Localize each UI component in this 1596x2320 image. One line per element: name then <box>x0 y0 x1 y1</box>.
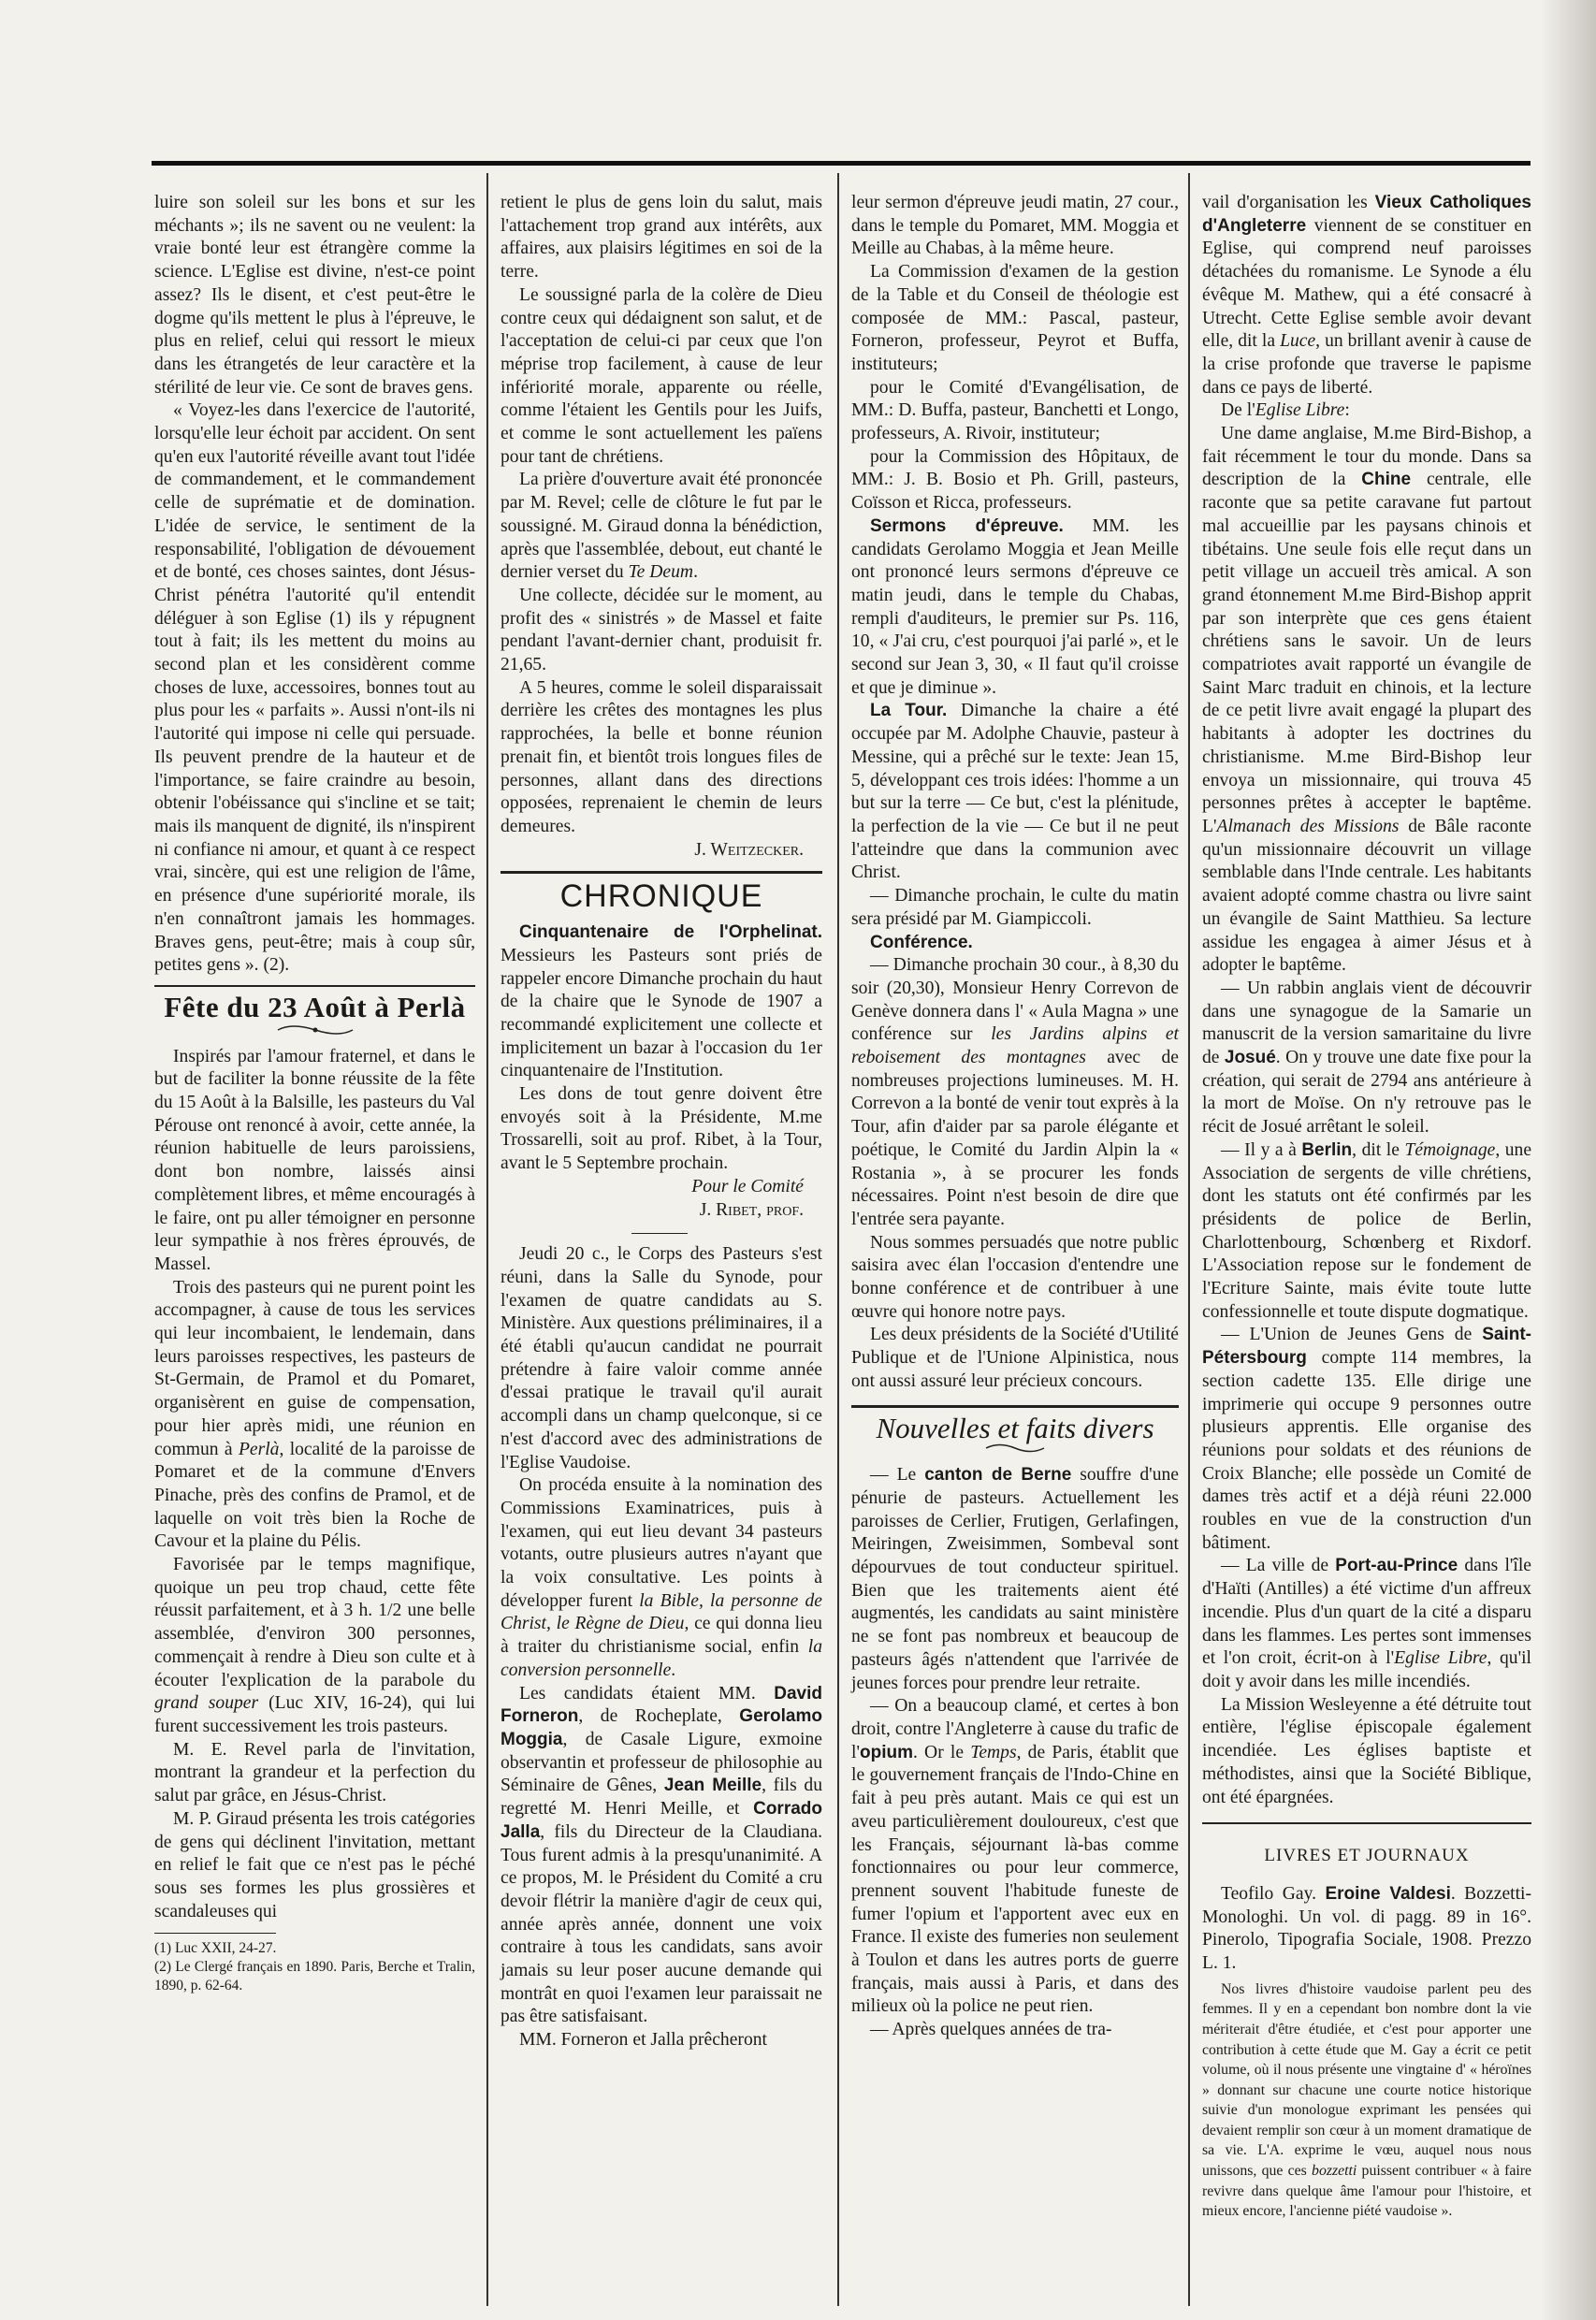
paragraph: Jeudi 20 c., le Corps des Pasteurs s'est réuni, dans la Salle du Synode, pour l'examen de quatre candidats au S. Ministère. Aux questions préliminaires, il a été établi qu'aucun candidat ne pourrait prétendre à faire valoir comme année d'essai pratique le travail qu'il aurait accompli dans un champ quelconque, si ce n'est d'accord avec des administrations de l'Eglise Vaudoise. <box>501 1244 822 1472</box>
paragraph: Une collecte, décidée sur le moment, au profit des « sinistrés » de Massel et faite pendant l'avant-dernier chant, produisit fr. 21,65. <box>501 585 822 675</box>
paragraph: pour le Comité d'Evangélisation, de MM.: D. Buffa, pasteur, Banchetti et Longo, professeurs, A. Rivoir, instituteur; <box>851 377 1179 444</box>
book-review: Nos livres d'histoire vaudoise parlent peu des femmes. Il y en a cependant bon nombre dont la vie mériterait d'être étudiée, et c'est pour apporter une contribution à cette étude que M. Gay a écrit ce petit volume, où il nous présente une vingtaine d' « héroïnes » donnant sur chacune une courte notice historique suivie d'un monologue exprimant les pensées qui devaient remplir son cœur à un moment dramatique de sa vie. L'A. exprime le vœu, auquel nous nous unissons, que ces bozzetti puissent contribuer « à faire revivre dans quelque âme l'amour pour l'histoire, et mieux encore, l'ancienne piété vaudoise ». <box>1202 1980 1531 2220</box>
paragraph: — Dimanche prochain, le culte du matin sera présidé par M. Giampiccoli. <box>851 886 1179 929</box>
divider <box>631 1233 688 1234</box>
signature-line: Pour le Comité <box>691 1176 804 1196</box>
footnote: (2) Le Clergé français en 1890. Paris, Berche et Tralin, 1890, p. 62-64. <box>154 1959 475 1994</box>
footnote-rule <box>154 1933 276 1939</box>
paragraph: Les deux présidents de la Société d'Utilité Publique et de l'Unione Alpinistica, nous ont aussi assuré leur précieux concours. <box>851 1325 1179 1391</box>
paragraph: vail d'organisation les Vieux Catholiques d'Angleterre viennent de se constituer en Eglise, qui comprend neuf paroisses détachées du romanisme. Le Synode a élu évêque M. Mathew, qui a été consacré à Utrecht. Cette Eglise semble avoir devant elle, dit la Luce, un brillant avenir à cause de la crise profonde que traverse le papisme dans ce pays de liberté. <box>1202 193 1531 398</box>
paragraph: Inspirés par l'amour fraternel, et dans le but de faciliter la bonne réussite de la fête du 15 Août à la Balsille, les pasteurs du Val Pérouse ont renoncé à avoir, cette année, la réunion habituelle de leurs paroissiens, dont bon nombre, laissés ainsi complètement libres, et même encouragés à le faire, ont pu aller témoigner en personne leur sympathie à nos frères éprouvés, de Massel. <box>154 1046 475 1274</box>
signature: J. Ribet, prof. <box>699 1199 804 1220</box>
paragraph: Le soussigné parla de la colère de Dieu contre ceux qui dédaignent son salut, et de l'acceptation de celui-ci par ceux que l'on méprise trop facilement, à cause de leur infériorité morale, apparente ou réelle, comme l'étaient les Gentils pour les Juifs, et comme le sont actuellement les païens pour tant de chrétiens. <box>501 284 822 467</box>
paragraph: La Commission d'examen de la gestion de la Table et du Conseil de théologie est composée de MM.: Pascal, pasteur, Forneron, professeur, Peyrot et Buffa, instituteurs; <box>851 262 1179 374</box>
page-edge-shadow <box>1540 0 1596 2320</box>
paragraph: luire son soleil sur les bons et sur les méchants »; ils ne savent ou ne veulent: la vraie bonté leur est étrangère comme la science. L'Eglise est divine, n'est-ce point assez? Ils le disent, et c'est peut-être le dogme qu'ils mettent le plus à l'épreuve, le plus en relief, celui qui ressort le mieux dans les étrangetés de leur caractère et la stérilité de leur vie. Ce sont de braves gens. <box>154 193 475 398</box>
paragraph: Une dame anglaise, M.me Bird-Bishop, a fait récemment le tour du monde. Dans sa description de la Chine centrale, elle raconte que sa petite caravane fut partout mal accueillie par les paysans chinois et tibétains. Une seule fois elle reçut dans un petit village un accueil très amical. A son grand étonnement M.me Bird-Bishop apprit par son interprète que ces gens étaient chrétiens sans le savoir. Un de leurs compatriotes avait rapporté un évangile de Saint Marc traduit en chinois, et la lecture de ce petit livre avait engagé la plupart des habitants à adopter les doctrines du christianisme. M.me Bird-Bishop leur envoya un missionnaire, qui trouva 45 personnes prêtes à accepter le baptême. L'Almanach des Missions de Bâle raconte qu'un missionnaire découvrit un village semblable dans l'Inde centrale. Les habitants avaient adopté comme chastra ou livre saint un évangile de Saint Matthieu. Sa lecture assidue les engagea à aimer Jésus et à adopter le baptême. <box>1202 424 1531 976</box>
paragraph: M. P. Giraud présenta les trois catégories de gens qui déclinent l'invitation, mettant en relief le fait que ce n'est pas le péché sous ses formes les plus grossières et scandaleuses qui <box>154 1808 475 1921</box>
column-2 <box>501 192 822 2052</box>
column-1 <box>154 192 475 1995</box>
paragraph: — L'Union de Jeunes Gens de Saint-Pétersbourg compte 114 membres, la section cadette 135. Elle dirige une imprimerie qui occupe 9 personnes outre plusieurs apprentis. Elle organise des réunions pour soldats et des réunions de Croix Blanche; elle possède un Comité de dames très actif et a déjà réuni 22.000 roubles en vue de la construction d'un bâtiment. <box>1202 1325 1531 1553</box>
paragraph: La prière d'ouverture avait été prononcée par M. Revel; celle de clôture le fut par le soussigné. M. Giraud donna la bénédiction, après que l'assemblée, debout, eut chanté le dernier verset du Te Deum. <box>501 470 822 583</box>
header-rule <box>152 161 1531 166</box>
paragraph: « Voyez-les dans l'exercice de l'autorité, lorsqu'elle leur échoit par accident. On sent qu'en eux l'autorité réveille avant tout l'idée de commandement, et le commandement celle de suprématie et de domination. L'idée de service, le sentiment de la responsabilité, l'obligation de dévouement et de bonté, ces choses saintes, dont Jésus-Christ pénétra l'autorité qu'il entendit déléguer à son Eglise (1) ils y répugnent tout à fait; ils les mettent du moins au second plan et les considèrent comme choses de luxe, accessoires, bonnes tout au plus pour les « parfaits ». Aussi n'ont-ils ni l'autorité qui impose ni celle qui persuade. Ils peuvent prendre de la hauteur et de l'importance, se faire craindre au besoin, obtenir l'obéissance qui s'incline et se tait; mais ils manquent de dignité, ils n'inspirent ni confiance ni amour, et quant à ce respect vrai, sincère, qui est une religion de l'âme, en présence d'une supériorité morale, ils n'en connaîtront jamais les hommages. Braves gens, peut-être; mais à coup sûr, petites gens ». (2). <box>154 400 475 976</box>
paragraph: Trois des pasteurs qui ne purent point les accompagner, à cause de tous les services qui leur incombaient, le lendemain, dans leurs paroisses respectives, les pasteurs de St-Germain, de Pramol et du Pomaret, organisèrent en guise de compensation, pour hier après midi, une réunion en commun à Perlà, localité de la paroisse de Pomaret et de la commune d'Envers Pinache, près des confins de Pramol, et de laquelle on voit très bien la Roche de Cavour et la plaine du Pélis. <box>154 1277 476 1552</box>
book-entry: Teofilo Gay. Eroine Valdesi. Bozzetti-Monologhi. Un vol. di pagg. 89 in 16°. Pinerolo, Tipografia Sociale, 1908. Prezzo L. 1. <box>1202 1883 1531 1974</box>
paragraph: Favorisée par le temps magnifique, quoique un peu trop chaud, cette fête réussit parfaitement, et à 3 h. 1/2 une belle assemblée, d'environ 300 personnes, commençait à rendre à Dieu son culte et à écouter l'explication de la parabole du grand souper (Luc XIV, 16-24), qui lui furent successivement les trois pasteurs. <box>154 1555 475 1736</box>
paragraph: Cinquantenaire de l'Orphelinat. Messieurs les Pasteurs sont priés de rappeler encore Dimanche prochain du haut de la chaire que le Synode de 1907 a recommandé explicitement une collecte et implicitement un bazar à l'occasion du 1er cinquantenaire de l'Institution. <box>501 922 822 1081</box>
paragraph: La Mission Wesleyenne a été détruite tout entière, l'église épiscopale également incendiée. Les églises baptiste et méthodistes, ainsi que la Société Biblique, ont été épargnées. <box>1202 1694 1531 1807</box>
subheading: Conférence. <box>870 932 973 952</box>
paragraph: Sermons d'épreuve. MM. les candidats Gerolamo Moggia et Jean Meille ont prononcé leurs sermons d'épreuve ce matin jeudi, dans le temple du Chabas, rempli d'auditeurs, le premier sur Ps. 116, 10, « J'ai cru, c'est pourquoi j'ai parlé », et le second sur Jean 3, 30, « Il faut qu'il croisse et que je diminue ». <box>851 515 1179 698</box>
footnote: (1) Luc XXII, 24-27. <box>154 1940 277 1957</box>
paragraph: La Tour. Dimanche la chaire a été occupée par M. Adolphe Chauvie, pasteur à Messine, qui a prêché sur le texte: Jean 15, 5, développant ces trois idées: l'homme a un but sur la terre — Ce but, c'est la plénitude, la perfection de la vie — Ce but il ne peut l'atteindre que dans la communion avec Christ. <box>851 701 1179 883</box>
paragraph: — Dimanche prochain 30 cour., à 8,30 du soir (20,30), Monsieur Henry Correvon de Genève donnera dans l' « Aula Magna » une conférence sur les Jardins alpins et reboisement des montagnes avec de nombreuses projections lumineuses. M. H. Correvon a la bonté de venir tout exprès à la Tour, afin d'aider par sa parole élégante et poétique, le Comité du Jardin Alpin la « Rostania », à se procurer les fonds nécessaires. Point n'est besoin de dire que l'entrée sera payante. <box>851 955 1180 1229</box>
section-heading-nouvelles: Nouvelles et faits divers <box>851 1405 1179 1441</box>
paragraph: A 5 heures, comme le soleil disparaissait derrière les crêtes des montagnes les plus rapprochées, la belle et bonne réunion prenait fin, et bientôt trois longues files de personnes, allant dans des directions opposées, reprenaient le chemin de leurs demeures. <box>501 677 822 836</box>
paragraph: pour la Commission des Hôpitaux, de MM.: J. B. Bosio et Ph. Grill, pasteurs, Coïsson et Ricca, professeurs. <box>851 446 1179 514</box>
column-3 <box>851 192 1179 2042</box>
paragraph: retient le plus de gens loin du salut, mais l'attachement trop grand aux intérêts, aux affaires, aux plaisirs légitimes en soi de la terre. <box>501 193 822 283</box>
column-4 <box>1202 192 1531 2222</box>
column-divider <box>837 173 839 2306</box>
paragraph: — Un rabbin anglais vient de découvrir dans une synagogue de la Samarie un manuscrit de la version samaritaine du livre de Josué. On y trouve une date fixe pour la création, qui serait de 2794 ans antérieure à la mort de Moïse. On n'y retrouve pas le récit de Josué arrêtant le soleil. <box>1202 978 1531 1138</box>
paragraph: Les dons de tout genre doivent être envoyés soit à la Présidente, M.me Trossarelli, soit au prof. Ribet, à la Tour, avant le 5 Septembre prochain. <box>501 1084 822 1174</box>
section-heading-chronique: CHRONIQUE <box>501 871 822 908</box>
paragraph: On procéda ensuite à la nomination des Commissions Examinatrices, puis à l'examen, qui eut lieu devant 34 pasteurs votants, outre plusieurs autres n'ayant que la voix consultative. Les points à développer furent la Bible, la personne de Christ, le Règne de Dieu, ce qui donna lieu à traiter du christianisme social, enfin la conversion personnelle. <box>501 1475 822 1680</box>
paragraph: Nous sommes persuadés que notre public saisira avec élan l'occasion d'entendre une bonne conférence et de contribuer à une œuvre qui honore notre pays. <box>851 1232 1179 1322</box>
column-divider <box>486 173 488 2306</box>
paragraph: MM. Forneron et Jalla prêcheront <box>519 2030 767 2051</box>
section-heading-livres: LIVRES ET JOURNAUX <box>1202 1822 1531 1868</box>
paragraph: M. E. Revel parla de l'invitation, montrant la grandeur et la perfection du salut par grâce, en Jésus-Christ. <box>154 1739 475 1806</box>
paragraph: Les candidats étaient MM. David Forneron, de Rocheplate, Gerolamo Moggia, de Casale Ligure, exmoine observantin et professeur de philosophie au Séminaire de Gênes, Jean Meille, fils du regretté M. Henri Meille, et Corrado Jalla, fils du Directeur de la Claudiana. Tous furent admis à la presqu'unanimité. A ce propos, M. le Président du Comité a cru devoir flétrir la manière d'agir de ceux qui, année après année, donnent une voix contraire à tous les candidats, sans avoir jamais su leur poser aucune demande qui montrât en quoi l'examen leur paraissait ne pas être satisfaisant. <box>501 1683 822 2027</box>
column-divider <box>1188 173 1190 2306</box>
paragraph: leur sermon d'épreuve jeudi matin, 27 cour., dans le temple du Pomaret, MM. Moggia et Meille au Chabas, à la même heure. <box>851 193 1179 259</box>
paragraph: — On a beaucoup clamé, et certes à bon droit, contre l'Angleterre à cause du trafic de l'opium. Or le Temps, de Paris, établit que le gouvernement français de l'Indo-Chine en fait à peu près autant. Mais ce qui est un aveu particulièrement douloureux, c'est que les Français, séjournant là-bas comme fonctionnaires ou pour leur commerce, prennent souvent l'habitude funeste de fumer l'opium et l'apportent avec eux en France. Il existe des fumeries non seulement à Toulon et dans les autres ports de guerre français, mais aussi à Paris, et dans des milieux où la police ne peut rien. <box>851 1696 1180 2017</box>
paragraph: — Le canton de Berne souffre d'une pénurie de pasteurs. Actuellement les paroisses de Cerlier, Frutigen, Gerlafingen, Meiringen, Zweisimmen, Sombeval sont dépourvues de tout conducteur spirituel. Bien que les traitements aient été augmentés, les candidats au saint ministère ne se font pas nombreux et beaucoup de pasteurs âgés n'attendent que l'arrivée de jeunes forces pour prendre leur retraite. <box>851 1465 1179 1693</box>
signature: J. Weitzecker. <box>694 839 804 860</box>
ornament-icon <box>154 1022 475 1040</box>
paragraph: — Après quelques années de tra- <box>870 2020 1112 2040</box>
paragraph: — Il y a à Berlin, dit le Témoignage, une Association de sergents de ville chrétiens, dont les statuts ont été confirmés par les présidents de police de Berlin, Charlottenbourg, Schœnberg et Rixdorf. L'Association repose sur le fondement de l'Ecriture Sainte, mais évite toute lutte confessionnelle et toute dispute dogmatique. <box>1202 1139 1532 1322</box>
section-heading-fete: Fête du 23 Août à Perlà <box>154 985 475 1020</box>
paragraph: — La ville de Port-au-Prince dans l'île d'Haïti (Antilles) a été victime d'un affreux incendie. Plus d'un quart de la cité a disparu dans les flammes. Les pertes sont immenses et l'on croit, écrit-on à l'Eglise Libre, qu'il doit y avoir dans les mille incendiés. <box>1202 1556 1532 1691</box>
paragraph: De l'Eglise Libre: <box>1221 400 1350 421</box>
